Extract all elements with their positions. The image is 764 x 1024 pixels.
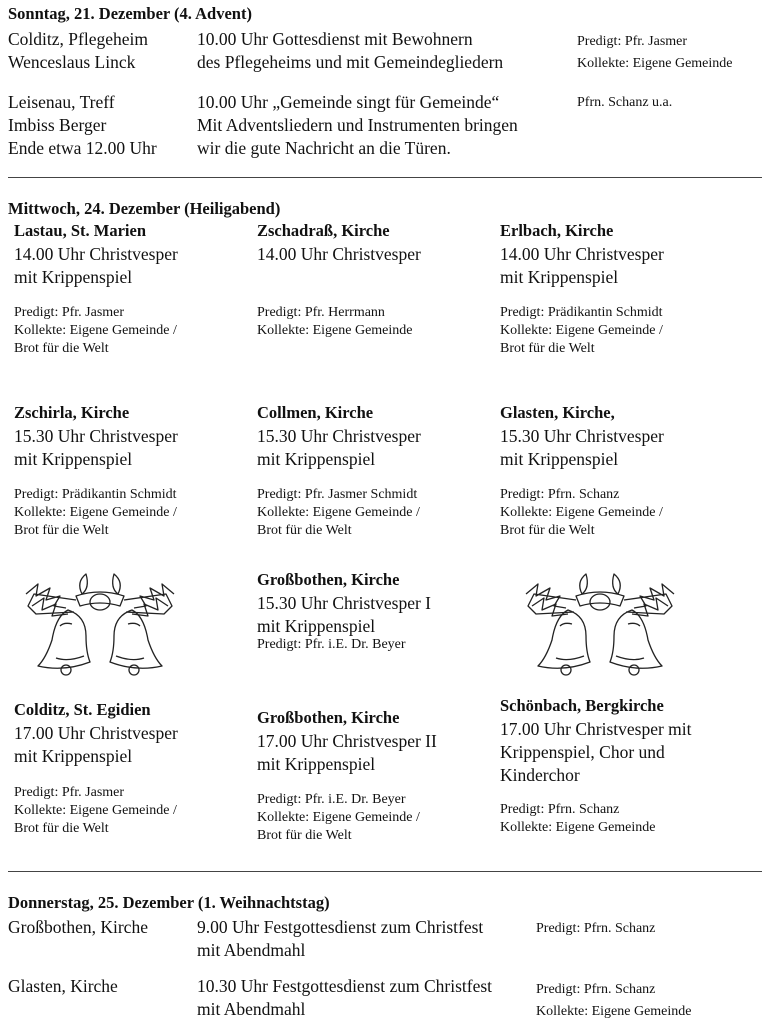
wednesday-heading: Mittwoch, 24. Dezember (Heiligabend) — [8, 199, 281, 218]
event-title: Zschirla, Kirche — [14, 403, 130, 422]
event-title: Großbothen, Kirche — [257, 570, 400, 589]
event-time: 17.00 Uhr Christvesper mit Krippenspiel — [14, 723, 178, 766]
christmas-bells-icon — [16, 566, 184, 678]
event-title: Lastau, St. Marien — [14, 221, 146, 240]
event-title: Colditz, St. Egidien — [14, 700, 151, 719]
event-title: Zschadraß, Kirche — [257, 221, 390, 240]
sunday-heading: Sonntag, 21. Dezember (4. Advent) — [8, 4, 252, 23]
event-time: 17.00 Uhr Christvesper mit Krippenspiel, Chor und Kinderchor — [500, 719, 692, 785]
event-notes: Predigt: Pfrn. Schanz Kollekte: Eigene Gemeinde / Brot für die Welt — [500, 487, 663, 538]
event-notes: Predigt: Pfrn. Schanz Kollekte: Eigene Gemeinde — [500, 802, 656, 835]
sunday-e2-notes: Pfrn. Schanz u.a. — [577, 95, 673, 110]
thursday-heading: Donnerstag, 25. Dezember (1. Weihnachtstag) — [8, 893, 330, 912]
thursday-e2-place: Glasten, Kirche — [8, 976, 118, 996]
thursday-e2-notes: Predigt: Pfrn. Schanz Kollekte: Eigene Gemeinde — [536, 982, 692, 1019]
divider — [8, 177, 762, 178]
event-notes: Predigt: Pfr. Jasmer Kollekte: Eigene Gemeinde / Brot für die Welt — [14, 785, 177, 836]
event-title: Schönbach, Bergkirche — [500, 696, 664, 715]
event-title: Collmen, Kirche — [257, 403, 374, 422]
event-notes: Predigt: Pfr. i.E. Dr. Beyer — [257, 637, 406, 652]
event-notes: Predigt: Pfr. Herrmann Kollekte: Eigene Gemeinde — [257, 305, 413, 338]
sunday-e2-place: Leisenau, Treff Imbiss Berger Ende etwa 12.00 Uhr — [8, 92, 157, 158]
thursday-e1-place: Großbothen, Kirche — [8, 917, 148, 937]
divider — [8, 871, 762, 872]
sunday-e1-desc: 10.00 Uhr Gottesdienst mit Bewohnern des Pflegeheims und mit Gemeindegliedern — [197, 29, 504, 72]
sunday-e1-place: Colditz, Pflegeheim Wenceslaus Linck — [8, 29, 148, 72]
thursday-e2-desc: 10.30 Uhr Festgottesdienst zum Christfest mit Abendmahl — [197, 976, 493, 1019]
christmas-bells-icon — [516, 566, 684, 678]
event-time: 15.30 Uhr Christvesper mit Krippenspiel — [14, 426, 178, 469]
event-title: Erlbach, Kirche — [500, 221, 614, 240]
event-time: 14.00 Uhr Christvesper mit Krippenspiel — [14, 244, 178, 287]
event-title: Glasten, Kirche, — [500, 403, 615, 422]
event-time: 14.00 Uhr Christvesper — [257, 244, 421, 264]
event-notes: Predigt: Pfr. Jasmer Kollekte: Eigene Gemeinde / Brot für die Welt — [14, 305, 177, 356]
sunday-e1-notes: Predigt: Pfr. Jasmer Kollekte: Eigene Gemeinde — [577, 34, 733, 71]
thursday-e1-desc: 9.00 Uhr Festgottesdienst zum Christfest mit Abendmahl — [197, 917, 484, 960]
event-notes: Predigt: Prädikantin Schmidt Kollekte: Eigene Gemeinde / Brot für die Welt — [14, 487, 177, 538]
event-notes: Predigt: Pfr. i.E. Dr. Beyer Kollekte: Eigene Gemeinde / Brot für die Welt — [257, 792, 420, 843]
thursday-e1-notes: Predigt: Pfrn. Schanz — [536, 921, 656, 936]
event-notes: Predigt: Pfr. Jasmer Schmidt Kollekte: Eigene Gemeinde / Brot für die Welt — [257, 487, 420, 538]
event-notes: Predigt: Prädikantin Schmidt Kollekte: Eigene Gemeinde / Brot für die Welt — [500, 305, 663, 356]
event-time: 15.30 Uhr Christvesper mit Krippenspiel — [500, 426, 664, 469]
event-time: 17.00 Uhr Christvesper II mit Krippenspiel — [257, 731, 437, 774]
event-title: Großbothen, Kirche — [257, 708, 400, 727]
sunday-e2-desc: 10.00 Uhr „Gemeinde singt für Gemeinde“ Mit Adventsliedern und Instrumenten bringen wir die gute Nachricht an die Türen. — [197, 92, 518, 158]
event-time: 15.30 Uhr Christvesper I mit Krippenspiel — [257, 593, 432, 636]
event-time: 14.00 Uhr Christvesper mit Krippenspiel — [500, 244, 664, 287]
event-time: 15.30 Uhr Christvesper mit Krippenspiel — [257, 426, 421, 469]
